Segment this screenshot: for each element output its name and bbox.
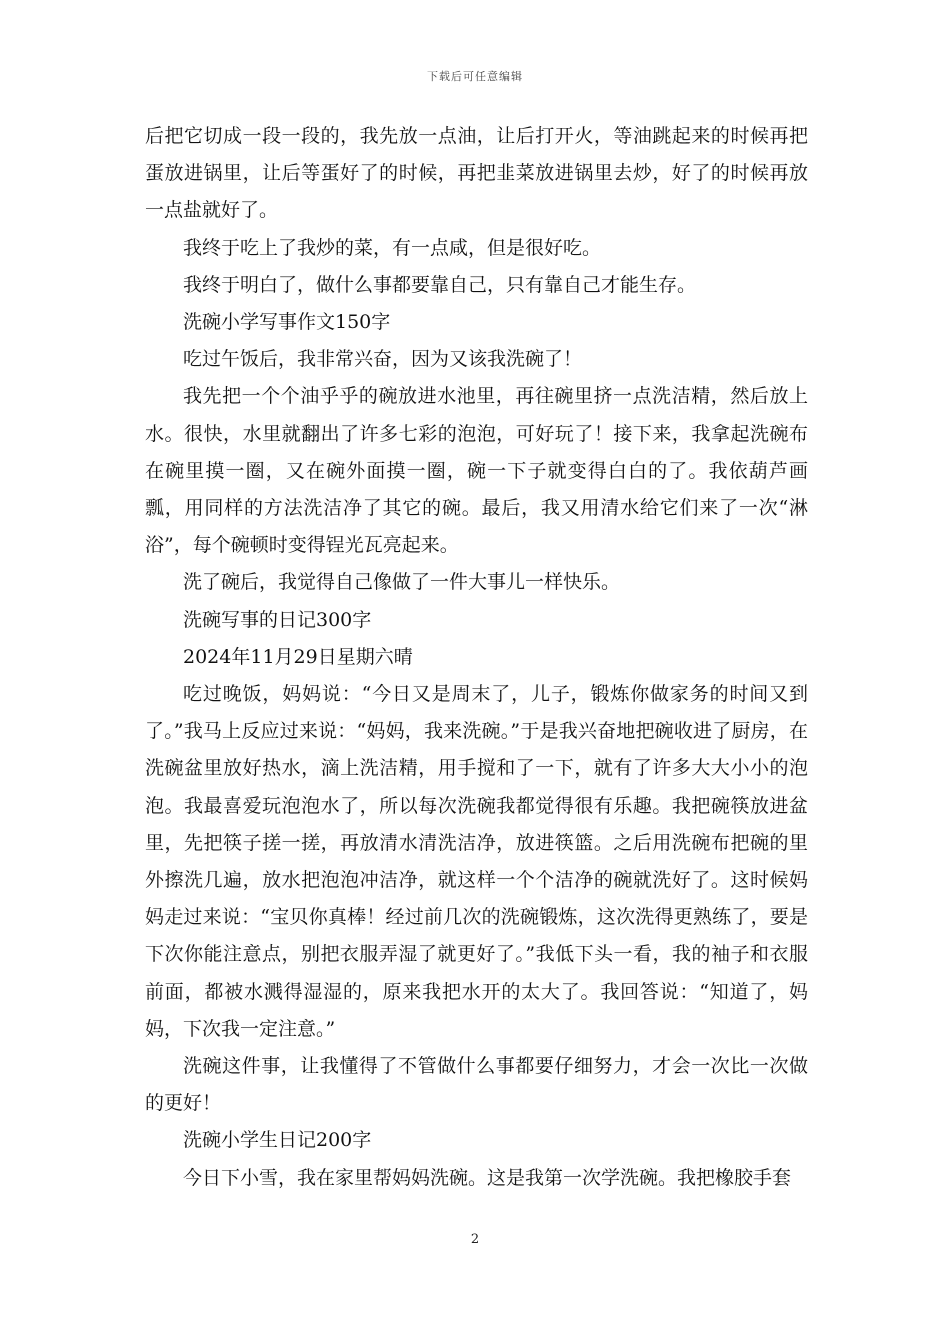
paragraph: 后把它切成一段一段的，我先放一点油，让后打开火，等油跳起来的时候再把蛋放进锅里，让后等蛋好了的时候，再把韭菜放进锅里去炒，好了的时候再放一点盐就好了。 [145, 125, 808, 222]
section-title: 洗碗写事的日记300字 [183, 608, 372, 631]
section-title: 洗碗小学生日记200字 [183, 1129, 372, 1152]
paragraph: 我终于吃上了我炒的菜，有一点咸，但是很好吃。 [183, 236, 602, 259]
diary-date: 2024年11月29日星期六晴 [183, 645, 413, 668]
document-body [145, 118, 808, 1197]
paragraph: 我终于明白了，做什么事都要靠自己，只有靠自己才能生存。 [183, 273, 697, 296]
paragraph: 今日下小雪，我在家里帮妈妈洗碗。这是我第一次学洗碗。我把橡胶手套 [183, 1166, 792, 1189]
paragraph: 我先把一个个油乎乎的碗放进水池里，再往碗里挤一点洗洁精，然后放上水。很快，水里就翻出了许多七彩的泡泡，可好玩了！接下来，我拿起洗碗布在碗里摸一圈，又在碗外面摸一圈，碗一下子就变得白白的了。我依葫芦画瓢，用同样的方法洗洁净了其它的碗。最后，我又用清水给它们来了一次“淋浴”，每个碗顿时变得锃光瓦亮起来。 [145, 385, 808, 557]
paragraph: 洗了碗后，我觉得自己像做了一件大事儿一样快乐。 [183, 571, 621, 594]
section-title: 洗碗小学写事作文150字 [183, 311, 391, 334]
paragraph: 吃过午饭后，我非常兴奋，因为又该我洗碗了！ [183, 348, 583, 371]
page-number: 2 [470, 1232, 480, 1247]
paragraph: 吃过晚饭，妈妈说：“今日又是周末了，儿子，锻炼你做家务的时间又到了。”我马上反应过来说：“妈妈，我来洗碗。”于是我兴奋地把碗收进了厨房，在洗碗盆里放好热水，滴上洗洁精，用手搅和了一下，就有了许多大大小小的泡泡。我最喜爱玩泡泡水了，所以每次洗碗我都觉得很有乐趣。我把碗筷放进盆里，先把筷子搓一搓，再放清水清洗洁净，放进筷篮。之后用洗碗布把碗的里外擦洗几遍，放水把泡泡冲洁净，就这样一个个洁净的碗就洗好了。这时候妈妈走过来说：“宝贝你真棒！经过前几次的洗碗锻炼，这次洗得更熟练了，要是下次你能注意点，别把衣服弄湿了就更好了。”我低下头一看，我的袖子和衣服前面，都被水溅得湿湿的，原来我把水开的太大了。我回答说：“知道了，妈妈，下次我一定注意。” [145, 683, 808, 1040]
paragraph: 洗碗这件事，让我懂得了不管做什么事都要仔细努力，才会一次比一次做的更好！ [145, 1055, 808, 1115]
page-header: 下载后可任意编辑 [427, 70, 523, 83]
